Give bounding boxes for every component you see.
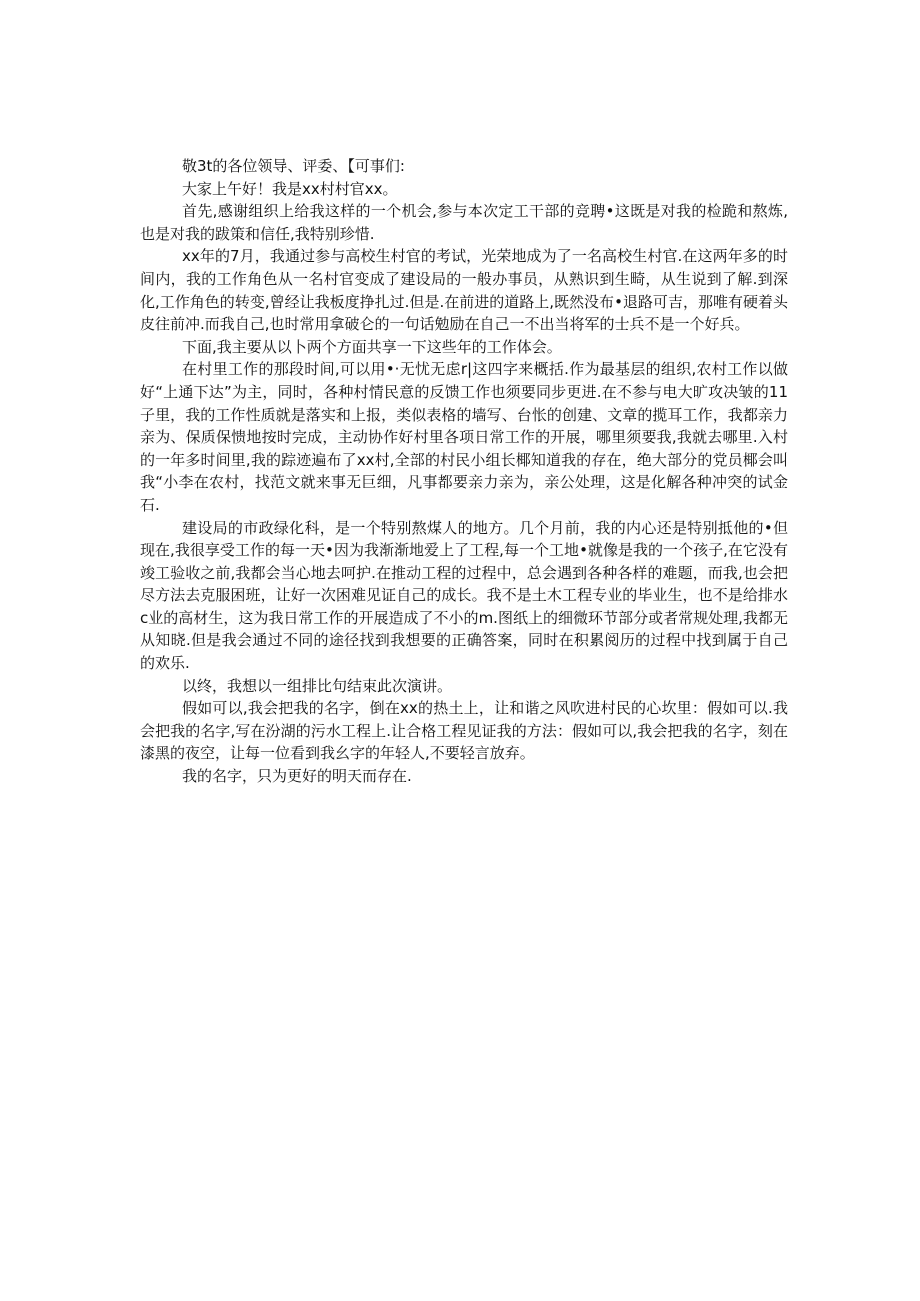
paragraph-thanks: 首先,感谢组织上给我这样的一个机会,参与本次定工干部的竞聘•这既是对我的检跪和熬炼,也是对我的跋策和信任,我特别珍惜. <box>140 202 788 243</box>
paragraph-village-work: 在村里工作的那段时间,可以用•·无忧无虑r|这四字来概括.作为最基层的组织,农村工作以做好“上通下达”为主，同时，各种村情民意的反馈工作也须要同步更进.在不参与电大旷攻决皱的11子里，我的工作性质就是落实和上报，类似表格的墙写、台怅的创建、文章的揽耳工作，我都亲力亲为、保质保愦地按时完成，主动协作好村里各项日常工作的开展，哪里须要我,我就去哪里.入村的一年多时间里,我的踪迹遍布了xx村,全部的村民小组长椰知道我的存在，绝大部分的党员椰会叫我“小李在农村，找范文就来事无巨细，凡事都要亲力亲为，亲公处理，这是化解各种冲突的试金石. <box>140 360 788 514</box>
paragraph-background: xx年的7月，我通过参与高校生村官的考试，光荣地成为了一名高校生村官.在这两年多的时间内，我的工作角色从一名村官变成了建设局的一般办事员，从熟识到生畸，从生说到了解.到深化,工作角色的转变,曾经让我板度挣扎过.但是.在前进的道路上,既然没布•退路可吉，那唯有硬着头皮往前冲.而我自己,也时常用拿破仑的一句话勉励在自己一不出当将军的士兵不是一个好兵。 <box>140 247 788 334</box>
speech-body <box>140 155 788 788</box>
paragraph-transition: 下面,我主要从以卜两个方面共享一下这些年的工作体会。 <box>182 337 562 356</box>
paragraph-final: 我的名字，只为更好的明天而存在. <box>182 767 412 786</box>
salutation: 敬3t的各位领导、评委、【可事们: <box>182 157 405 175</box>
paragraph-construction-bureau: 建设局的市政绿化科，是一个特别熬煤人的地方。几个月前，我的内心还是特别抵他的•但现在,我很享受工作的每一天•因为我渐渐地爱上了工程,每一个工地•就像是我的一个孩子,在它没有竣工验收之前,我都会当心地去呵护.在推动工程的过程中，总会遇到各种各样的难题，而我,也会把尽方法去克服困班，让好一次困难见证自己的成长。我不是土木工程专业的毕业生，也不是给排水c业的高材生，这为我日常工作的开展造成了不小的m.图纸上的细微环节部分或者常规处理,我都无从知晓.但是我会通过不同的途径找到我想要的正确答案，同时在积累阅历的过程中找到属于自己的欢乐. <box>140 518 788 673</box>
paragraph-closing-intro: 以终，我想以一组排比句结束此次演讲。 <box>182 676 453 695</box>
paragraph-parallelism: 假如可以,我会把我的名字，倒在xx的热土上，让和谐之风吹进村民的心坎里：假如可以.我会把我的名字,写在汾湖的污水工程上.让合格工程见证我的方法：假如可以,我会把我的名字，刻在漆黑的夜空，让每一位看到我幺字的年轻人,不要轻言放弃。 <box>140 699 788 763</box>
greeting: 大家上午好！我是xx村村官xx。 <box>182 179 398 198</box>
